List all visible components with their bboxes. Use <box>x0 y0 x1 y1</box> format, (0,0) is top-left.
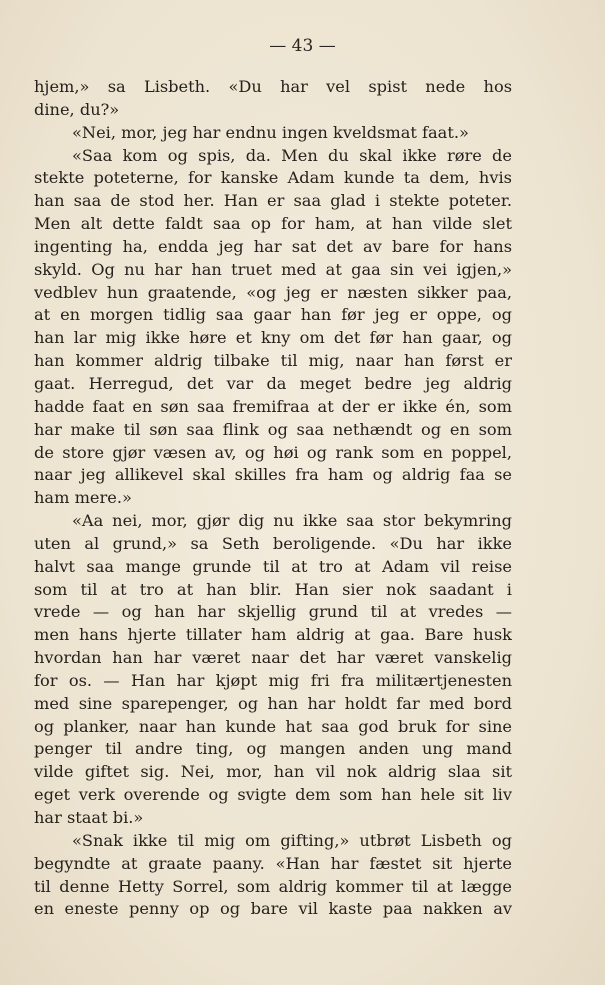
text-line: at en morgen tidlig saa gaar han før jeg er oppe, og <box>34 305 512 325</box>
text-line: han kommer aldrig tilbake til mig, naar han først er <box>34 351 512 371</box>
text-line: skyld. Og nu har han truet med at gaa sin vei igjen,» <box>34 259 512 279</box>
text-line: halvt saa mange grunde til at tro at Adam vil reise <box>34 556 512 576</box>
text-line: naar jeg allikevel skal skilles fra ham og aldrig faa se <box>34 465 512 485</box>
text-line: som til at tro at han blir. Han sier nok saadant i <box>34 579 512 599</box>
text-line: «Nei, mor, jeg har endnu ingen kveldsmat faat.» <box>72 122 469 142</box>
text-line: eget verk overende og svigte dem som han hele sit liv <box>34 785 512 805</box>
text-line: hvordan han har været naar det har været vanskelig <box>34 648 512 668</box>
text-line: har make til søn saa flink og saa nethændt og en som <box>34 419 512 439</box>
text-line: hadde faat en søn saa fremifraa at der er ikke én, som <box>34 396 512 416</box>
text-line: og planker, naar han kunde hat saa god bruk for sine <box>34 716 512 736</box>
text-line: «Snak ikke til mig om gifting,» utbrøt Lisbeth og <box>72 830 512 850</box>
text-line: «Saa kom og spis, da. Men du skal ikke røre de <box>72 145 512 165</box>
text-line: uten al grund,» sa Seth beroligende. «Du har ikke <box>34 533 512 553</box>
text-line: penger til andre ting, og mangen anden ung mand <box>34 739 512 759</box>
text-line: Men alt dette faldt saa op for ham, at han vilde slet <box>34 214 512 234</box>
page-number: — 43 — <box>269 36 336 56</box>
text-line: for os. — Han har kjøpt mig fri fra militærtjenesten <box>34 670 512 690</box>
text-line: begyndte at graate paany. «Han har fæstet sit hjerte <box>34 853 512 873</box>
text-line: gaat. Herregud, det var da meget bedre jeg aldrig <box>34 373 512 393</box>
text-line: han saa de stod her. Han er saa glad i stekte poteter. <box>34 191 512 211</box>
text-line: har staat bi.» <box>34 808 144 827</box>
text-line: han lar mig ikke høre et kny om det før han gaar, og <box>34 328 512 348</box>
text-line: stekte poteterne, for kanske Adam kunde ta dem, hvis <box>34 168 512 188</box>
text-line: med sine sparepenger, og han har holdt far med bord <box>34 693 512 713</box>
text-line: hjem,» sa Lisbeth. «Du har vel spist nede hos <box>34 77 512 96</box>
text-line: ingenting ha, endda jeg har sat det av bare for hans <box>34 236 512 256</box>
body-text <box>34 76 512 921</box>
text-line: en eneste penny op og bare vil kaste paa nakken av <box>34 899 512 919</box>
text-line: dine, du?» <box>34 99 120 119</box>
text-line: de store gjør væsen av, og høi og rank som en poppel, <box>34 442 512 462</box>
text-line: men hans hjerte tillater ham aldrig at gaa. Bare husk <box>34 625 512 645</box>
text-line: til denne Hetty Sorrel, som aldrig kommer til at lægge <box>34 876 512 896</box>
text-line: «Aa nei, mor, gjør dig nu ikke saa stor bekymring <box>72 511 512 531</box>
text-line: vedblev hun graatende, «og jeg er næsten sikker paa, <box>34 282 512 302</box>
text-line: ham mere.» <box>34 488 132 508</box>
text-line: vrede — og han har skjellig grund til at vredes — <box>34 602 512 622</box>
text-line: vilde giftet sig. Nei, mor, han vil nok aldrig slaa sit <box>34 762 512 782</box>
